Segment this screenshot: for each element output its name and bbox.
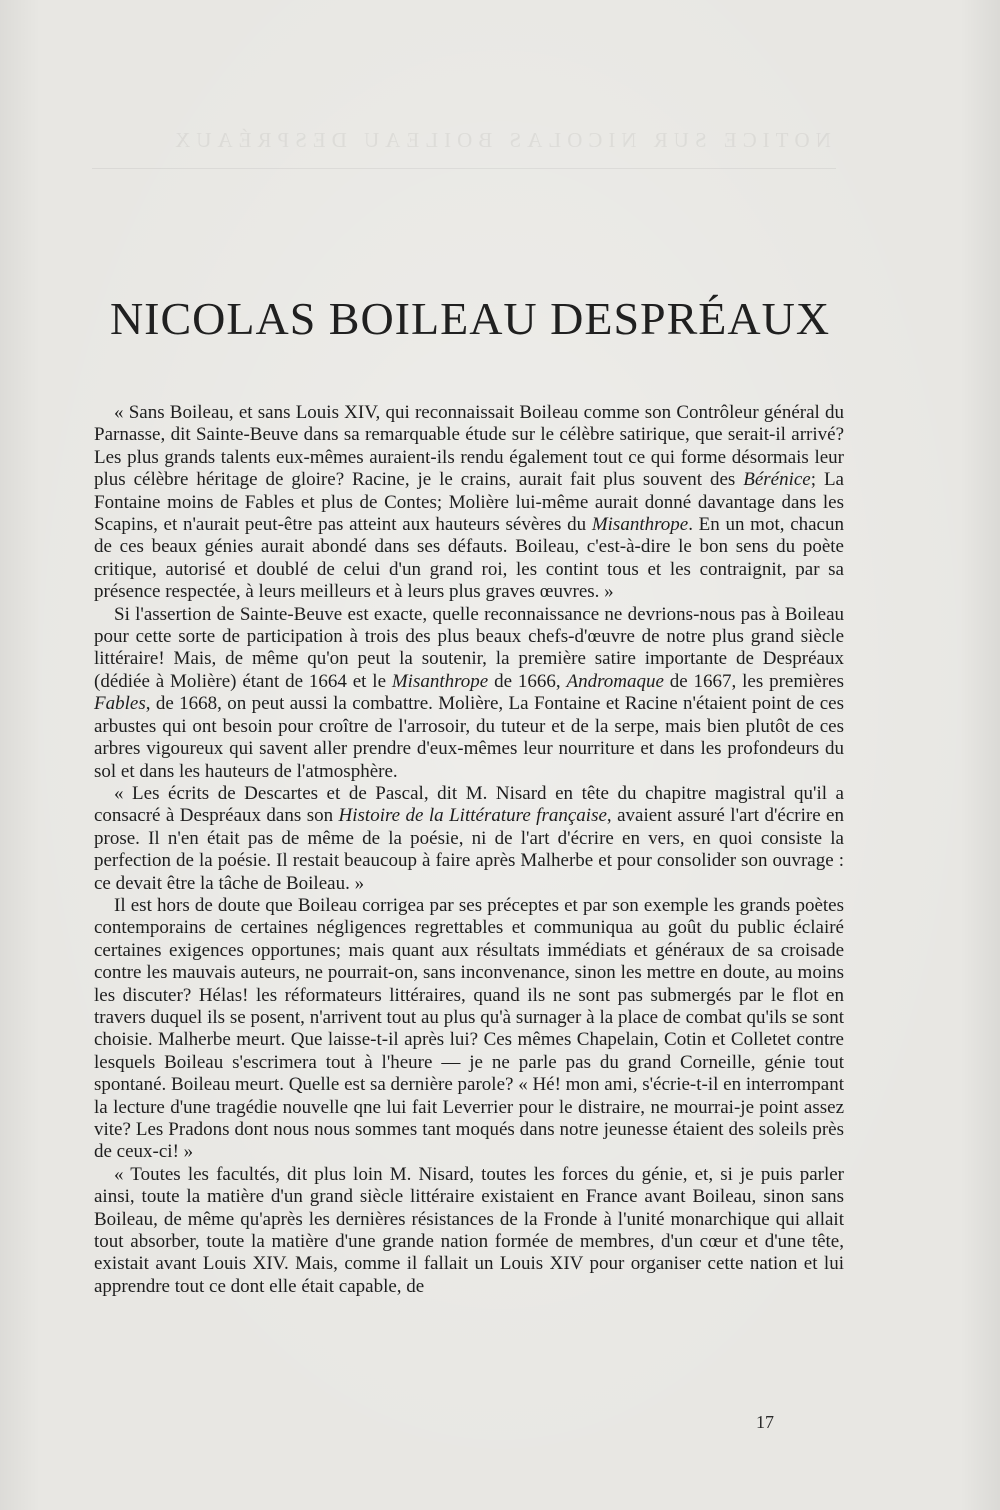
text-run: . En un mot, chacun de ces beaux génies aurait abondé dans ses défauts. Boileau, c'est-à-dire le bon sens du poète critique, autorisé et doublé de celui d'un grand roi, les contint tous et les contraignit, par sa présence respectée, à leurs meilleurs et à leurs plus graves œuvres. »: [94, 514, 844, 603]
italic-title: Andromaque: [566, 670, 664, 692]
body-text: [94, 402, 844, 1298]
italic-title: Misanthrope: [391, 670, 489, 692]
paragraph-5: « Toutes les facultés, dit plus loin M. Nisard, toutes les forces du génie, et, si je puis parler ainsi, toute la matière d'un grand siècle littéraire existaient en France avant Boileau, sinon sans Boileau, de même qu'après les dernières résistances de la Fronde à l'unité monarchique qui allait tout absorber, toute la matière d'une grande nation formée de membres, d'un cœur et d'une tête, existait avant Louis XIV. Mais, comme il fallait un Louis XIV pour organiser cette nation et lui apprendre tout ce dont elle était capable, de: [94, 1163, 844, 1297]
text-run: Si l'assertion de Sainte-Beuve est exacte, quelle reconnaissance ne devrions-nous pas à Boileau pour cette sorte de participation à trois des plus beaux chefs-d'œuvre de notre plus grand siècle littéraire! Mais, de même qu'on peut la soutenir, la première satire importante de Despréaux (dédiée à Molière) étant de 1664 et le: [94, 603, 844, 692]
text-run: « Sans Boileau, et sans Louis XIV, qui reconnaissait Boileau comme son Contrôleur général du Parnasse, dit Sainte-Beuve dans sa remarquable étude sur le célèbre satirique, que serait-il arrivé? Les plus grands talents eux-mêmes auraient-ils rendu également tout ce qui forme désormais leur plus célèbre héritage de gloire? Racine, je le crains, aurait fait plus souvent des: [94, 402, 844, 491]
italic-title: Bérénice: [743, 469, 811, 491]
paragraph-4: Il est hors de doute que Boileau corrigea par ses préceptes et par son exemple les grands poètes contemporains de certaines négligences regrettables et communiqua au goût du public éclairé certaines exigences opportunes; mais quant aux résultats immédiats et généraux de sa croisade contre les mauvais auteurs, ne pourrait-on, sans inconvenance, sinon les mettre en doute, au moins les discuter? Hélas! les réformateurs littéraires, quand ils ne sont pas submergés par le flot en travers duquel ils se posent, n'arrivent tout au plus qu'à surnager à la place de combat qu'ils se sont choisie. Malherbe meurt. Que laisse-t-il après lui? Ces mêmes Chapelain, Cotin et Colletet contre lesquels Boileau s'escrimera tout à l'heure — je ne parle pas du grand Corneille, génie tout spontané. Boileau meurt. Quelle est sa dernière parole? « Hé! mon ami, s'écrie-t-il en interrompant la lecture d'une tragédie nouvelle qne lui fait Leverrier pour le distraire, ne mourrai-je point assez vite? Les Pradons dont nous nous sommes tant moqués dans notre jeunesse étaient des soleils près de ceux-ci! »: [94, 894, 844, 1163]
bleed-through-header: NOTICE SUR NICOLAS BOILEAU DESPRÉAUX: [169, 128, 831, 152]
text-run: « Les écrits de Descartes et de Pascal, dit M. Nisard en tête du chapitre magistral qu'il a consacré à Despréaux dans son: [94, 782, 844, 827]
text-run: de 1667, les premières: [663, 670, 844, 692]
text-run: de 1666,: [488, 670, 567, 692]
paragraph-1: [94, 402, 844, 604]
bleed-through-rule: [92, 168, 836, 169]
paragraph-3: [94, 783, 844, 895]
text-run: ; La Fontaine moins de Fables et plus de Contes; Molière lui-même aurait donné davantage dans les Scapins, et n'aurait peut-être pas atteint aux hauteurs sévères du: [94, 469, 844, 536]
italic-title: Fables: [94, 693, 146, 715]
text-run: , de 1668, on peut aussi la combattre. Molière, La Fontaine et Racine n'étaient point de ces arbustes qui ont besoin pour croître de l'arrosoir, du tuteur et de la serpe, mais bien plutôt de ces arbres vigoureux qui savent aller prendre d'eux-mêmes leur nourriture et dans les profondeurs du sol et dans les hauteurs de l'atmosphère.: [94, 693, 844, 782]
paragraph-2: [94, 604, 844, 783]
italic-title: Histoire de la Littérature française: [338, 805, 607, 827]
page-number: 17: [756, 1412, 774, 1432]
text-run: , avaient assuré l'art d'écrire en prose. Il n'en était pas de même de la poésie, ni de l'art d'écrire en vers, en quoi consiste la perfection de la poésie. Il restait beaucoup à faire après Malherbe et pour consolider son ouvrage : ce devait être la tâche de Boileau. »: [94, 805, 844, 894]
chapter-title: NICOLAS BOILEAU DESPRÉAUX: [109, 293, 831, 344]
italic-title: Misanthrope: [591, 514, 689, 536]
